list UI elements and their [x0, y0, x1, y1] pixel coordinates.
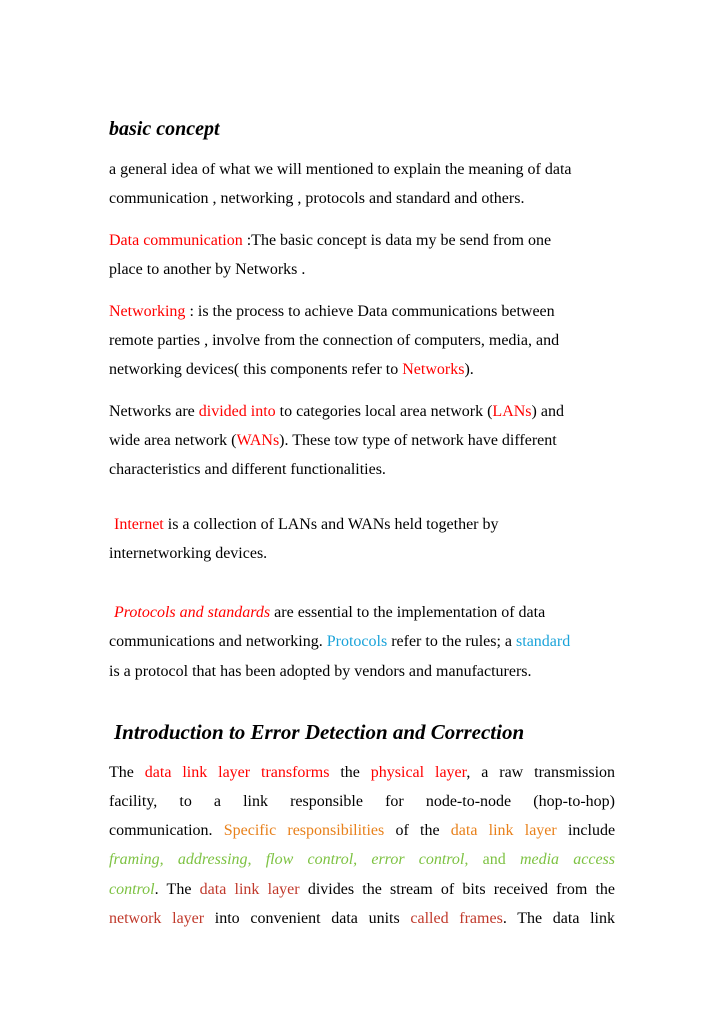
- term-dll-functions: framing, addressing, flow control, error control,: [109, 851, 469, 868]
- paragraph-intro-line-2: communication , networking , protocols and standard and others.: [109, 190, 525, 207]
- text-run: of the: [395, 822, 440, 839]
- paragraph-networks-divided-line-2: [109, 431, 557, 451]
- term-internet: Internet: [114, 516, 164, 533]
- term-divided-into: divided into: [198, 403, 276, 420]
- text-run: ).: [464, 361, 474, 378]
- paragraph-data-communication-line-1: [109, 231, 551, 251]
- text-run: , a raw transmission: [466, 764, 616, 781]
- term-networks: Networks: [402, 361, 465, 378]
- heading-error-detection: Introduction to Error Detection and Correction: [114, 720, 525, 744]
- text-run: include: [567, 822, 616, 839]
- term-lans: LANs: [492, 403, 532, 420]
- paragraph-protocols-line-3: is a protocol that has been adopted by vendors and manufacturers.: [109, 663, 532, 680]
- term-protocols-and-standards: Protocols and standards: [114, 604, 271, 621]
- paragraph-intro-line-1: a general idea of what we will mentioned to explain the meaning of data: [109, 161, 572, 178]
- term-networking: Networking: [109, 303, 186, 320]
- text-run: The: [109, 764, 134, 781]
- paragraph-dll-line-5: [109, 880, 615, 900]
- term-physical-layer: physical layer: [370, 764, 467, 781]
- term-network-layer: network layer: [109, 910, 205, 927]
- paragraph-dll-line-6: [109, 909, 615, 929]
- text-run: the: [340, 764, 360, 781]
- text-run: communication.: [109, 822, 213, 839]
- paragraph-dll-line-4: [109, 850, 615, 870]
- text-run: to categories local area network (: [275, 403, 493, 420]
- paragraph-networking-line-1: [109, 302, 555, 322]
- term-control: control: [109, 881, 155, 898]
- text-run: networking devices( this components refer to: [109, 361, 403, 378]
- term-dll-transforms: data link layer transforms: [144, 764, 330, 781]
- paragraph-protocols-line-2: [109, 632, 570, 652]
- term-standard: standard: [516, 633, 571, 650]
- text-run: :The basic concept is data my be send from one: [242, 232, 552, 249]
- text-run: . The data link: [502, 910, 615, 927]
- term-media-access: media access: [519, 851, 616, 868]
- heading-basic-concept: basic concept: [109, 118, 220, 140]
- term-called-frames: called frames: [410, 910, 503, 927]
- term-data-link-layer: data link layer: [450, 822, 557, 839]
- term-specific-responsibilities: Specific responsibilities: [223, 822, 385, 839]
- paragraph-networking-line-3: [109, 360, 474, 380]
- text-run: are essential to the implementation of data: [270, 604, 546, 621]
- paragraph-networks-divided-line-3: characteristics and different functionalities.: [109, 461, 386, 478]
- text-run: into convenient data units: [214, 910, 400, 927]
- paragraph-protocols-line-1: [114, 603, 545, 623]
- paragraph-internet-line-1: [114, 515, 499, 535]
- term-protocols: Protocols: [326, 633, 388, 650]
- term-wans: WANs: [236, 432, 280, 449]
- text-run: divides the stream of bits received from the: [307, 881, 616, 898]
- text-run: . The: [154, 881, 192, 898]
- text-run: ) and: [531, 403, 564, 420]
- text-run: refer to the rules; a: [387, 633, 517, 650]
- text-run: communications and networking.: [109, 633, 327, 650]
- paragraph-data-communication-line-2: place to another by Networks .: [109, 261, 306, 278]
- text-run: : is the process to achieve Data communications between: [185, 303, 555, 320]
- paragraph-dll-line-1: [109, 763, 615, 783]
- text-and: and: [482, 851, 506, 868]
- text-run: ). These tow type of network have different: [279, 432, 557, 449]
- paragraph-networks-divided-line-1: [109, 402, 564, 422]
- paragraph-dll-line-3: [109, 821, 615, 841]
- text-run: is a collection of LANs and WANs held together by: [163, 516, 499, 533]
- text-run: Networks are: [109, 403, 199, 420]
- text-run: wide area network (: [109, 432, 237, 449]
- term-data-link-layer-2: data link layer: [199, 881, 300, 898]
- term-data-communication: Data communication: [109, 232, 243, 249]
- paragraph-dll-line-2: facility, to a link responsible for node-to-node (hop-to-hop): [109, 793, 615, 810]
- paragraph-networking-line-2: remote parties , involve from the connection of computers, media, and: [109, 332, 560, 349]
- paragraph-internet-line-2: internetworking devices.: [109, 545, 268, 562]
